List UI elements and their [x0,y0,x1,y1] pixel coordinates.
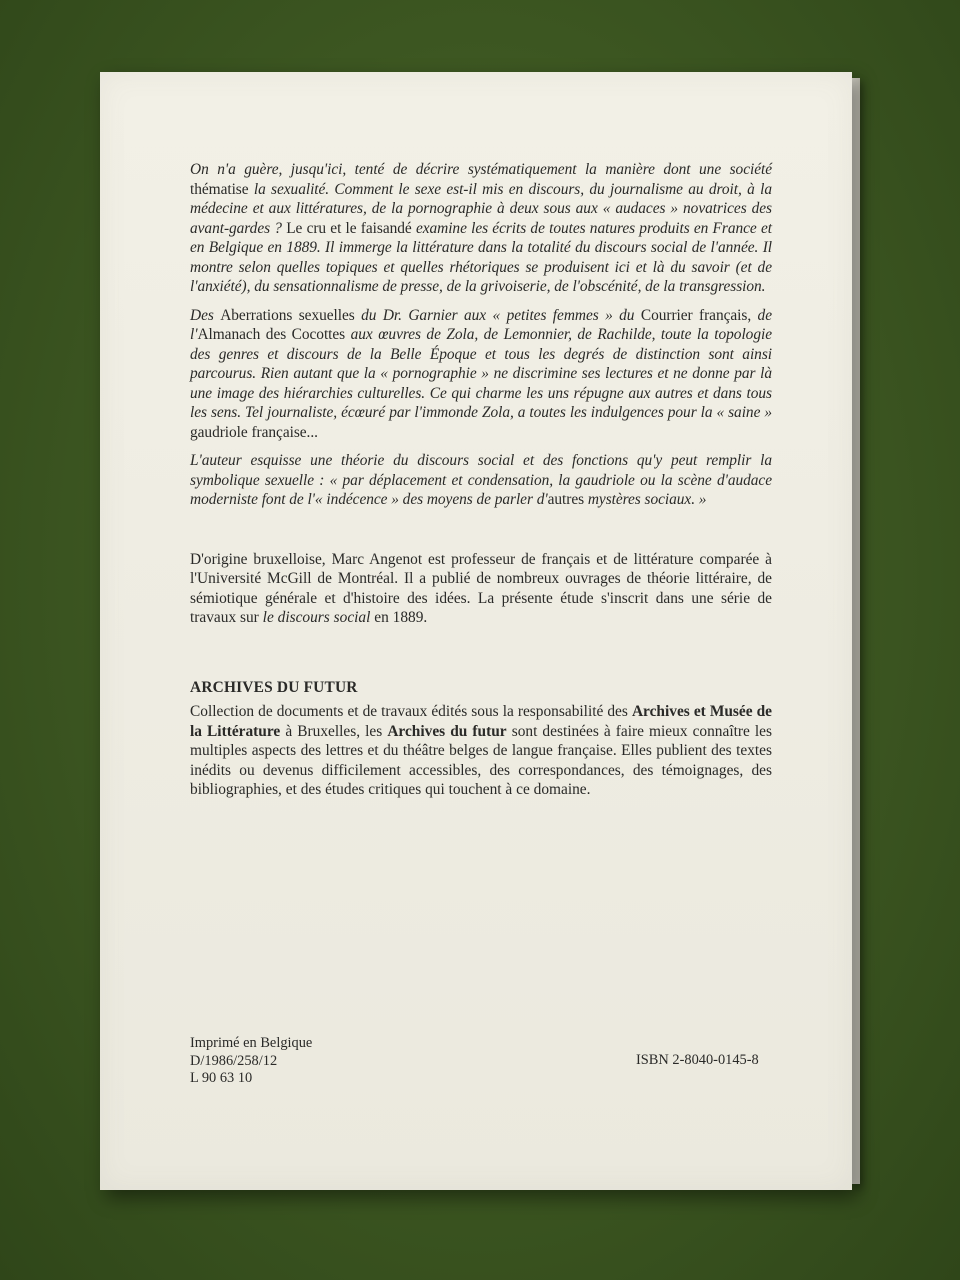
blurb-text: examine les écrits de toutes natures produits en France et en Belgique en 1889. Il immerge la littérature dans la totalité du discours social de l'année. Il montre selon quelles topiques et quelles rhétoriques se produisent ici et là du savoir (et de l'anxiété), du sensationnalisme de presse, de la grivoiserie, de l'obscénité, de la transgression. [190,219,772,295]
work-title-mention: Almanach des Cocottes [197,326,346,343]
blurb-text: L'auteur esquisse une théorie du discours social et des fonctions qu'y peut remplir la symbolique sexuelle : « par déplacement et condensation, la gaudriole ou la scène d'audace moderniste font de l'« indécence » des moyens de parler d' [190,452,772,508]
isbn-label: ISBN 2-8040-0145-8 [636,1052,759,1068]
collection-description [190,702,772,800]
bio-text: D'origine bruxelloise, Marc Angenot est professeur de français et de littérature comparée à l'Université McGill de Montréal. Il a publié de nombreux ouvrages de théorie littéraire, de sémiotique générale et d'histoire des idées. La présente étude s'inscrit dans une série de travaux sur [190,550,772,626]
blurb-text: thématise [190,180,249,198]
blurb-text: autres [547,491,585,508]
collection-text: Collection de documents et de travaux édités sous la responsabilité des [190,703,628,720]
collection-name: Archives du futur [387,722,507,740]
book-back-cover [100,72,852,1190]
blurb-text: On n'a guère, jusqu'ici, tenté de décrire systématiquement la manière dont une société [190,161,772,178]
author-bio [190,550,772,628]
bio-text: le discours social [262,609,371,626]
blurb-text: du Dr. Garnier aux « petites femmes » du [361,306,635,324]
blurb-paragraph-2 [190,306,772,443]
cover-text-block [190,160,772,815]
collection-text: sont destinées à faire mieux connaître les multiples aspects des lettres et du théâtre belges de langue française. Elles publient des textes inédits ou devenus difficilement accessibles, des correspondances, des témoignages, des bibliographies, et des études critiques qui touchent à ce domaine. [190,722,773,798]
imprint-block [190,1035,312,1088]
legal-deposit-line: D/1986/258/12 [190,1052,278,1069]
book-page-edge [852,78,860,1184]
blurb-text: mystères sociaux. » [587,491,707,508]
work-title-mention: Aberrations sexuelles [220,306,355,324]
blurb-text: gaudriole française... [190,423,318,441]
blurb-text: Des [190,306,214,324]
blurb-paragraph-1 [190,160,772,297]
blurb-text: la sexualité. Comment le sexe est-il mis en discours, du journalisme au droit, à la médecine et aux littératures, de la pornographie à deux sous aux « audaces » novatrices des avant-gardes ? [190,180,772,237]
bio-text: en 1889. [374,609,428,626]
imprint-line: Imprimé en Belgique [190,1035,313,1051]
institution-name: Archives et Musée de la Littérature [190,703,772,740]
blurb-text: de l' [190,306,772,343]
book-title-mention: Le cru et le faisandé [286,219,412,237]
code-line: L 90 63 10 [190,1070,253,1086]
work-title-mention: Courrier français, [640,306,752,324]
blurb-text: aux œuvres de Zola, de Lemonnier, de Rachilde, toute la topologie des genres et discours de la Belle Époque et tous les degrés de distinction sont ainsi parcourus. Rien autant que la « pornographie » ne discrimine ses lectures et ne donne par là une image des hiérarchies culturelles. Ce qui charme les uns répugne aux autres et dans tous les sens. Tel journaliste, écœuré par l'immonde Zola, a toutes les indulgences pour la « saine » [190,326,772,421]
collection-text: à Bruxelles, les [285,722,383,740]
collection-title: ARCHIVES DU FUTUR [190,678,358,696]
blurb-paragraph-3 [190,451,772,510]
